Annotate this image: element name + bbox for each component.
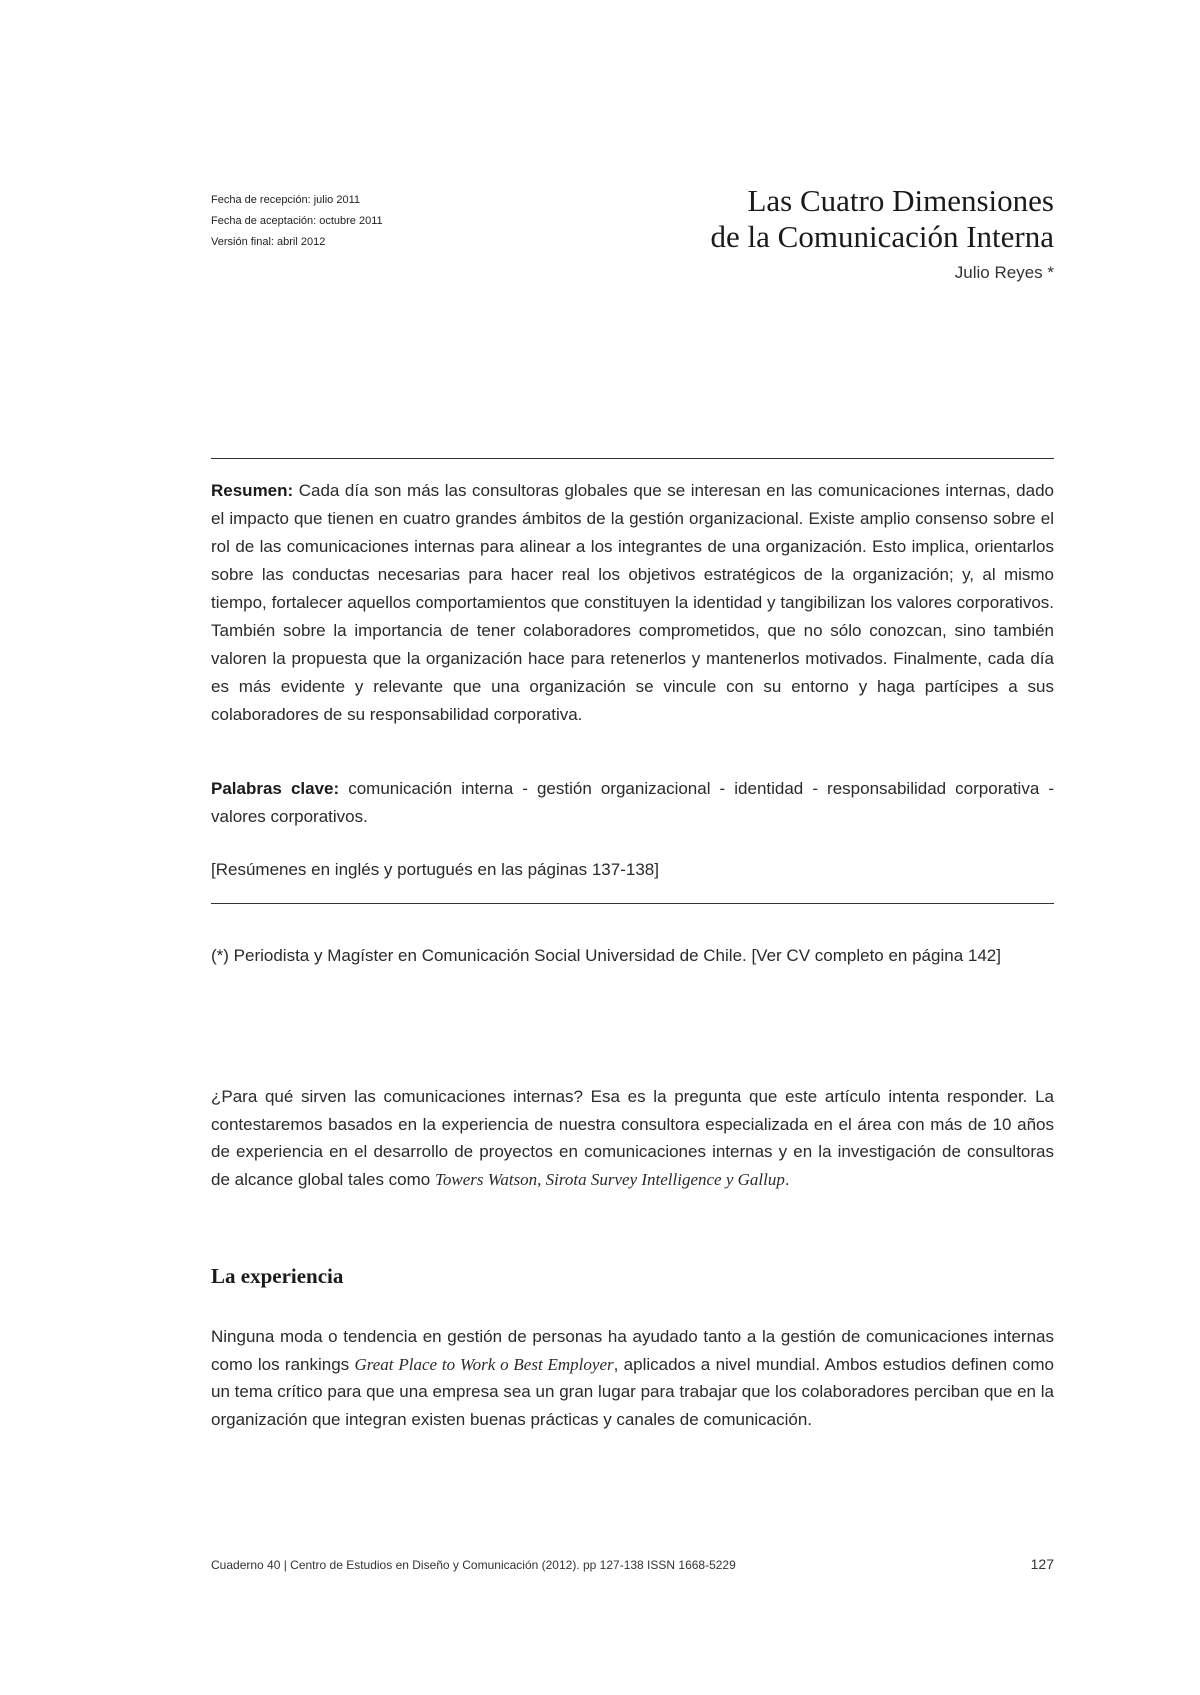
- summaries-note: [Resúmenes en inglés y portugués en las páginas 137-138]: [211, 860, 659, 879]
- abstract-label: Resumen:: [211, 481, 294, 500]
- received-date: Fecha de recepción: julio 2011: [211, 194, 361, 206]
- keywords-label: Palabras clave:: [211, 779, 340, 798]
- title-line-1: Las Cuatro Dimensiones: [747, 183, 1054, 218]
- intro-end: .: [784, 1169, 790, 1189]
- section-heading: La experiencia: [211, 1264, 344, 1288]
- intro-paragraph: [211, 1083, 1054, 1193]
- keywords: [211, 775, 1054, 831]
- section-text-a: Ninguna moda o tendencia en gestión de personas ha ayudado tanto a la gestión de comunicaciones internas como los rankings: [211, 1327, 1054, 1374]
- abstract: [211, 477, 1054, 729]
- author: Julio Reyes *: [954, 263, 1054, 282]
- bottom-divider: [211, 903, 1054, 904]
- keywords-text: comunicación interna - gestión organizacional - identidad - responsabilidad corporativa - valores corporativos.: [211, 779, 1055, 826]
- title-block: [711, 183, 1054, 283]
- abstract-text: Cada día son más las consultoras globales que se interesan en las comunicaciones internas, dado el impacto que tienen en cuatro grandes ámbitos de la gestión organizacional. Existe amplio consenso sobre el rol de las comunicaciones internas para alinear a los integrantes de una organización. Esto implica, orientarlos sobre las conductas necesarias para hacer real los objetivos estratégicos de la organización; y, al mismo tiempo, fortalecer aquellos comportamientos que constituyen la identidad y tangibilizan los valores corporativos. También sobre la importancia de tener colaboradores comprometidos, que no sólo conozcan, sino también valoren la propuesta que la organización hace para retenerlos y mantenerlos motivados. Finalmente, cada día es más evidente y relevante que una organización se vincule con su entorno y haga partícipes a sus colaboradores de su responsabilidad corporativa.: [211, 481, 1054, 724]
- section-text-b: , aplicados a nivel mundial. Ambos estudios definen como un tema crítico para que una empresa sea un gran lugar para trabajar que los colaboradores perciban que en la organización que integran existen buenas prácticas y canales de comunicación.: [211, 1354, 1054, 1429]
- intro-text: ¿Para qué sirven las comunicaciones internas? Esa es la pregunta que este artículo intenta responder. La contestaremos basados en la experiencia de nuestra consultora especializada en el área con más de 10 años de experiencia en el desarrollo de proyectos en comunicaciones internas y en la investigación de consultoras de alcance global tales como: [211, 1087, 1054, 1189]
- article-title: [711, 183, 1054, 255]
- final-version-date: Versión final: abril 2012: [211, 236, 326, 248]
- author-footnote: (*) Periodista y Magíster en Comunicación Social Universidad de Chile. [Ver CV completo en página 142]: [211, 946, 1001, 965]
- section-paragraph: [211, 1323, 1054, 1433]
- accepted-date: Fecha de aceptación: octubre 2011: [211, 215, 383, 227]
- section-italic: Great Place to Work o Best Employer: [354, 1354, 614, 1374]
- top-divider: [211, 458, 1054, 459]
- page-number: 127: [1030, 1556, 1054, 1572]
- intro-italic: Towers Watson, Sirota Survey Intelligence y Gallup: [434, 1169, 785, 1189]
- title-line-2: de la Comunicación Interna: [710, 219, 1054, 254]
- footer-citation: Cuaderno 40 | Centro de Estudios en Diseño y Comunicación (2012). pp 127-138 ISSN 1668-5229: [211, 1558, 736, 1572]
- article-dates: [211, 190, 383, 253]
